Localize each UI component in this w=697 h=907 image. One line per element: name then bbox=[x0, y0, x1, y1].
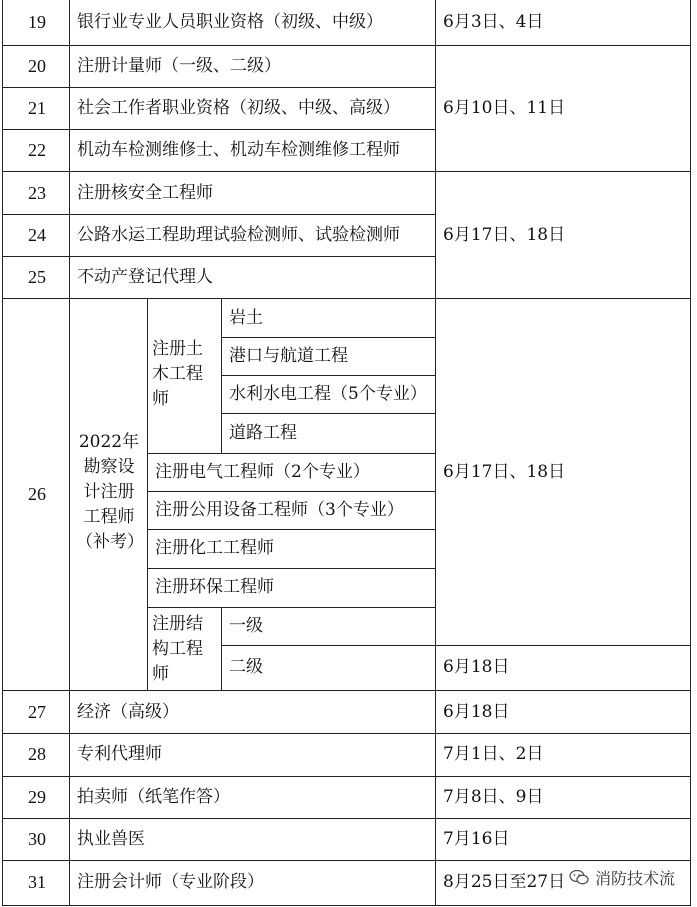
exam-name: 公路水运工程助理试验检测师、试验检测师 bbox=[77, 225, 400, 245]
structural-engineer-label: 注册结构工程师 bbox=[152, 614, 203, 684]
exam-date: 7月16日 bbox=[443, 829, 510, 849]
sub-specialty: 港口与航道工程 bbox=[229, 346, 348, 366]
watermark-text: 消防技术流 bbox=[594, 869, 675, 888]
exam-name: 经济（高级） bbox=[77, 702, 179, 722]
exam-name: 注册化工工程师 bbox=[155, 538, 274, 558]
row-number: 28 bbox=[28, 744, 46, 764]
group-label: 2022年勘察设计注册工程师（补考） bbox=[76, 432, 144, 552]
exam-date: 6月18日 bbox=[443, 702, 510, 722]
exam-date: 6月17日、18日 bbox=[443, 462, 566, 482]
row-number: 29 bbox=[28, 787, 46, 807]
row-number: 21 bbox=[28, 98, 46, 118]
exam-date: 8月25日至27日 bbox=[443, 872, 566, 892]
exam-name: 注册计量师（一级、二级） bbox=[77, 56, 281, 76]
exam-name: 执业兽医 bbox=[77, 829, 145, 849]
exam-name: 注册环保工程师 bbox=[155, 577, 274, 597]
sub-specialty: 水利水电工程（5个专业） bbox=[229, 384, 427, 404]
exam-name: 社会工作者职业资格（初级、中级、高级） bbox=[77, 98, 400, 118]
exam-date: 6月3日、4日 bbox=[443, 12, 544, 32]
row-number: 27 bbox=[28, 702, 46, 722]
exam-name: 不动产登记代理人 bbox=[77, 267, 213, 287]
exam-name: 机动车检测维修士、机动车检测维修工程师 bbox=[77, 140, 400, 160]
wechat-icon bbox=[569, 869, 589, 886]
row-number: 30 bbox=[28, 829, 46, 849]
exam-date: 7月8日、9日 bbox=[443, 787, 544, 807]
exam-name: 拍卖师（纸笔作答） bbox=[77, 787, 230, 807]
sub-specialty: 道路工程 bbox=[229, 423, 297, 443]
level-label: 一级 bbox=[229, 616, 263, 636]
exam-name: 注册会计师（专业阶段） bbox=[77, 872, 264, 892]
civil-engineer-label: 注册土木工程师 bbox=[152, 339, 203, 409]
exam-name: 银行业专业人员职业资格（初级、中级） bbox=[77, 12, 383, 32]
exam-date: 7月1日、2日 bbox=[443, 744, 544, 764]
exam-name: 专利代理师 bbox=[77, 744, 162, 764]
level-label: 二级 bbox=[229, 657, 263, 677]
row-number: 26 bbox=[28, 484, 46, 504]
sub-specialty: 岩土 bbox=[229, 308, 263, 328]
row-number: 19 bbox=[28, 12, 46, 32]
row-number: 20 bbox=[28, 56, 46, 76]
exam-date: 6月10日、11日 bbox=[443, 98, 566, 118]
row-number: 22 bbox=[28, 140, 46, 160]
exam-name: 注册公用设备工程师（3个专业） bbox=[155, 500, 404, 520]
exam-date: 6月17日、18日 bbox=[443, 225, 566, 245]
row-number: 24 bbox=[28, 225, 46, 245]
watermark bbox=[565, 864, 679, 891]
row-number: 31 bbox=[28, 872, 46, 892]
row-number: 23 bbox=[28, 183, 46, 203]
exam-name: 注册电气工程师（2个专业） bbox=[155, 462, 370, 482]
exam-name: 注册核安全工程师 bbox=[77, 183, 213, 203]
exam-date: 6月18日 bbox=[443, 657, 510, 677]
row-number: 25 bbox=[28, 267, 46, 287]
